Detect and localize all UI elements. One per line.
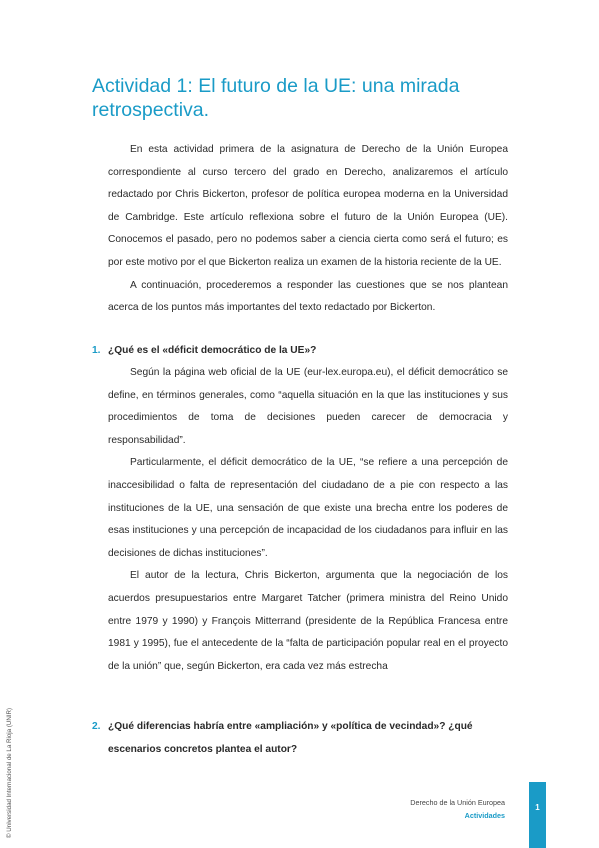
question-number: 2. bbox=[92, 721, 101, 732]
answer-paragraph: El autor de la lectura, Chris Bickerton, argumenta que la negociación de los acuerdos presupuestarios entre Margaret Tatcher (primera ministra del Reino Unido entre 1979 y 1990) y François Mitterrand (presidente de la República Francesa entre 1981 y 1995), fue el antecedente de la “falta de participación popular real en el proyecto de la unión” que, según Bickerton, era cada vez más estrecha bbox=[108, 570, 508, 672]
page-title: Actividad 1: El futuro de la UE: una mirada retrospectiva. bbox=[92, 75, 460, 121]
intro-paragraph: A continuación, procederemos a responder las cuestiones que se nos plantean acerca de los puntos más importantes del texto redactado por Bickerton. bbox=[108, 279, 508, 314]
footer-course-name: Derecho de la Unión Europea bbox=[410, 798, 505, 807]
answer-1-section bbox=[108, 362, 508, 678]
page-number: 1 bbox=[535, 803, 540, 812]
answer-paragraph: Particularmente, el déficit democrático de la UE, “se refiere a una percepción de inaccesibilidad o falta de representación del ciudadano de a pie con respecto a las instituciones de la UE, una sensación de que existe una brecha entre los poderes de esas instituciones y una percepción de incapacidad de los ciudadanos para influir en las decisiones de dichas instituciones”. bbox=[108, 457, 508, 559]
question-1-heading bbox=[92, 340, 510, 363]
intro-section bbox=[108, 139, 508, 320]
footer-section-name: Actividades bbox=[464, 811, 505, 820]
question-text: ¿Qué diferencias habría entre «ampliación» y «política de vecindad»? ¿qué escenarios concretos plantea el autor? bbox=[108, 721, 473, 755]
question-text: ¿Qué es el «déficit democrático de la UE»? bbox=[108, 345, 317, 356]
intro-paragraph: En esta actividad primera de la asignatura de Derecho de la Unión Europea correspondiente al curso tercero del grado en Derecho, analizaremos el artículo redactado por Chris Bickerton, profesor de política europea moderna en la Universidad de Cambridge. Este artículo reflexiona sobre el futuro de la Unión Europea (UE). Conocemos el pasado, pero no podemos saber a ciencia cierta como será el futuro; es por este motivo por el que Bickerton realiza un examen de la historia reciente de la UE. bbox=[108, 144, 508, 268]
question-2-heading bbox=[92, 716, 510, 761]
page-number-tab bbox=[529, 782, 546, 848]
answer-paragraph: Según la página web oficial de la UE (eur-lex.europa.eu), el déficit democrático se define, en términos generales, como “aquella situación en la que las instituciones y sus procedimientos de toma de decisiones pueden carecer de democracia y responsabilidad”. bbox=[108, 367, 508, 446]
copyright-notice: © Universidad Internacional de La Rioja (UNIR) bbox=[6, 707, 13, 838]
question-number: 1. bbox=[92, 345, 101, 356]
